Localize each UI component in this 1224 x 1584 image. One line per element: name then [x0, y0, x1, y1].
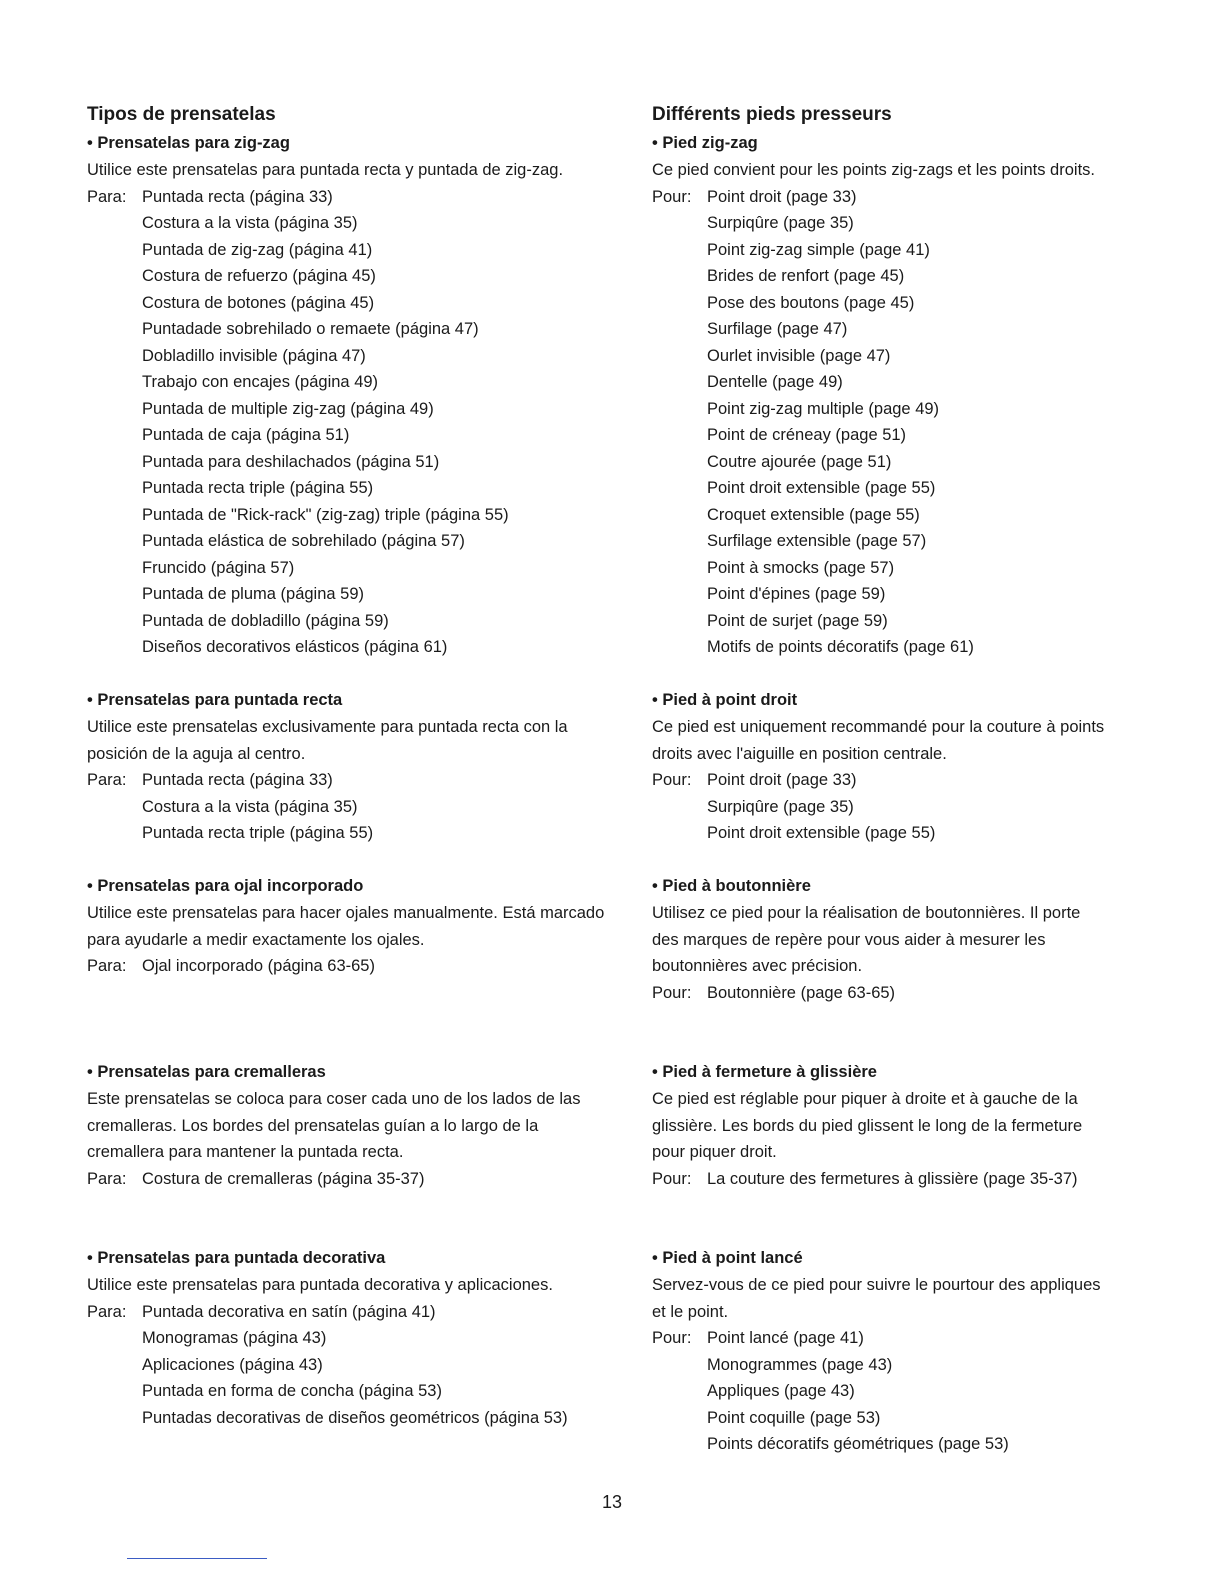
usage-label: Para: [87, 771, 127, 789]
usage-item: Costura de cremalleras (página 35-37) [142, 1169, 425, 1188]
usage-item: Puntada de multiple zig-zag (página 49) [142, 399, 434, 418]
usage-row [652, 1325, 1152, 1352]
section-description-line: Utilice este prensatelas para puntada recta y puntada de zig-zag. [87, 161, 564, 179]
section-description-line: des marques de repère pour vous aider à mesurer les [652, 930, 1046, 949]
footer-rule [127, 1558, 267, 1559]
usage-item: Costura a la vista (página 35) [142, 214, 358, 232]
usage-item: Point à smocks (page 57) [707, 558, 895, 577]
usage-item: Puntadas decorativas de diseños geométricos (página 53) [142, 1408, 568, 1427]
usage-label: Pour: [652, 1329, 692, 1347]
usage-item: Surfilage (page 47) [707, 320, 848, 338]
usage-item: Puntada decorativa en satín (página 41) [142, 1302, 436, 1321]
usage-item: Point de créneay (page 51) [707, 426, 907, 444]
usage-item: Puntada en forma de concha (página 53) [142, 1382, 442, 1400]
usage-item: Puntada de dobladillo (página 59) [142, 611, 389, 630]
usage-label: Pour: [652, 983, 692, 1002]
usage-label: Pour: [652, 1169, 692, 1188]
left-section [87, 1059, 635, 1192]
section-description-line: Ce pied est réglable pour piquer à droite et à gauche de la [652, 1090, 1078, 1108]
section-description-line: para ayudarle a medir exactamente los ojales. [87, 930, 425, 949]
section-description-line: Este prensatelas se coloca para coser cada uno de los lados de las [87, 1090, 581, 1108]
right-section [652, 130, 1152, 661]
usage-item: Motifs de points décoratifs (page 61) [707, 638, 974, 656]
usage-item: Aplicaciones (página 43) [142, 1355, 323, 1374]
usage-row [652, 184, 1152, 211]
usage-item: Puntada recta triple (página 55) [142, 479, 374, 497]
usage-item: Point droit (page 33) [707, 771, 857, 789]
section-description-line: pour piquer droit. [652, 1143, 777, 1161]
usage-item: Pose des boutons (page 45) [707, 293, 915, 312]
usage-label: Para: [87, 1302, 127, 1321]
usage-item: Ourlet invisible (page 47) [707, 346, 891, 365]
usage-item: Surpiqûre (page 35) [707, 214, 854, 232]
right-section [652, 1245, 1152, 1458]
usage-item: Surpiqûre (page 35) [707, 797, 854, 816]
usage-item: Puntada recta (página 33) [142, 187, 333, 206]
section-description-line: Servez-vous de ce pied pour suivre le pourtour des appliques [652, 1276, 1101, 1294]
usage-item: Point coquille (page 53) [707, 1408, 881, 1427]
usage-item: Puntada de caja (página 51) [142, 426, 350, 444]
usage-label: Pour: [652, 771, 692, 789]
left-heading: Tipos de prensatelas [87, 104, 276, 125]
usage-item: Coutre ajourée (page 51) [707, 452, 892, 471]
right-section [652, 873, 1152, 1006]
usage-item: Costura de refuerzo (página 45) [142, 267, 376, 285]
usage-item: Puntada para deshilachados (página 51) [142, 452, 440, 471]
usage-item: Diseños decorativos elásticos (página 61) [142, 638, 448, 656]
section-title: • Prensatelas para ojal incorporado [87, 877, 364, 895]
section-description-line: cremallera para mantener la puntada recta. [87, 1143, 404, 1161]
usage-item: Surfilage extensible (page 57) [707, 532, 927, 550]
section-description-line: Ce pied est uniquement recommandé pour la couture à points [652, 718, 1105, 736]
usage-item: Puntada de pluma (página 59) [142, 585, 364, 603]
left-section [87, 873, 635, 980]
usage-item: Puntada elástica de sobrehilado (página 57) [142, 532, 465, 550]
usage-item: Puntada recta (página 33) [142, 771, 333, 789]
usage-item: Point droit extensible (page 55) [707, 824, 936, 842]
usage-row [652, 1166, 1152, 1193]
usage-item: Point lancé (page 41) [707, 1329, 864, 1347]
left-section [87, 687, 635, 847]
usage-item: La couture des fermetures à glissière (page 35-37) [707, 1169, 1078, 1188]
usage-item: Point d'épines (page 59) [707, 585, 886, 603]
section-description-line: droits avec l'aiguille en position centrale. [652, 744, 947, 763]
right-section [652, 1059, 1152, 1192]
usage-row [87, 767, 635, 794]
section-title: • Pied zig-zag [652, 134, 758, 152]
usage-label: Para: [87, 1169, 127, 1188]
section-description-line: glissière. Les bords du pied glissent le long de la fermeture [652, 1116, 1083, 1135]
usage-item: Boutonnière (page 63-65) [707, 983, 896, 1002]
section-description-line: Utilice este prensatelas exclusivamente para puntada recta con la [87, 718, 568, 736]
usage-item: Monogramas (página 43) [142, 1329, 327, 1347]
usage-item: Brides de renfort (page 45) [707, 267, 905, 285]
usage-item: Point droit (page 33) [707, 187, 857, 206]
usage-row [652, 767, 1152, 794]
usage-label: Para: [87, 187, 127, 206]
usage-row [87, 953, 635, 980]
usage-item: Costura de botones (página 45) [142, 293, 375, 312]
section-description-line: Utilice este prensatelas para hacer ojales manualmente. Está marcado [87, 904, 605, 922]
usage-row [87, 1299, 635, 1326]
section-title: • Pied à point droit [652, 691, 798, 709]
usage-row [652, 980, 1152, 1007]
section-title: • Prensatelas para puntada recta [87, 691, 343, 709]
usage-item: Puntada de "Rick-rack" (zig-zag) triple (página 55) [142, 505, 509, 524]
page-number: 13 [601, 1492, 623, 1512]
usage-item: Monogrammes (page 43) [707, 1355, 893, 1374]
section-title: • Prensatelas para puntada decorativa [87, 1249, 386, 1267]
right-heading: Différents pieds presseurs [652, 104, 892, 125]
usage-item: Ojal incorporado (página 63-65) [142, 957, 375, 975]
usage-item: Dentelle (page 49) [707, 373, 843, 391]
section-description-line: boutonnières avec précision. [652, 957, 863, 975]
section-description-line: Utilisez ce pied pour la réalisation de boutonnières. Il porte [652, 904, 1081, 922]
usage-label: Para: [87, 957, 127, 975]
section-description-line: Ce pied convient pour les points zig-zags et les points droits. [652, 161, 1095, 179]
section-title: • Pied à fermeture à glissière [652, 1063, 877, 1081]
usage-row [87, 184, 635, 211]
usage-item: Trabajo con encajes (página 49) [142, 373, 379, 391]
section-description-line: posición de la aguja al centro. [87, 744, 306, 763]
usage-item: Point zig-zag multiple (page 49) [707, 399, 940, 418]
usage-item: Puntadade sobrehilado o remaete (página 47) [142, 320, 479, 338]
section-description-line: cremalleras. Los bordes del prensatelas guían a lo largo de la [87, 1116, 539, 1135]
left-section [87, 1245, 635, 1431]
left-section [87, 130, 635, 661]
usage-item: Fruncido (página 57) [142, 558, 295, 577]
usage-item: Puntada recta triple (página 55) [142, 824, 374, 842]
section-description-line: Utilice este prensatelas para puntada decorativa y aplicaciones. [87, 1276, 553, 1294]
section-title: • Prensatelas para cremalleras [87, 1063, 326, 1081]
usage-item: Appliques (page 43) [707, 1382, 855, 1400]
usage-item: Puntada de zig-zag (página 41) [142, 240, 373, 259]
usage-item: Croquet extensible (page 55) [707, 505, 920, 524]
section-title: • Pied à point lancé [652, 1249, 803, 1267]
usage-item: Point zig-zag simple (page 41) [707, 240, 930, 259]
usage-item: Dobladillo invisible (página 47) [142, 346, 366, 365]
usage-item: Costura a la vista (página 35) [142, 797, 358, 816]
section-description-line: et le point. [652, 1302, 729, 1321]
usage-item: Point droit extensible (page 55) [707, 479, 936, 497]
right-section [652, 687, 1152, 847]
section-title: • Prensatelas para zig-zag [87, 134, 290, 152]
usage-item: Point de surjet (page 59) [707, 611, 888, 630]
usage-label: Pour: [652, 187, 692, 206]
usage-row [87, 1166, 635, 1193]
usage-item: Points décoratifs géométriques (page 53) [707, 1435, 1009, 1453]
section-title: • Pied à boutonnière [652, 877, 811, 895]
